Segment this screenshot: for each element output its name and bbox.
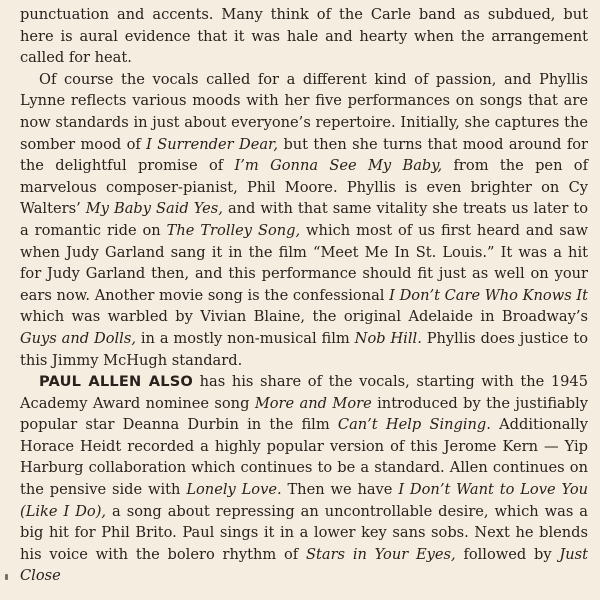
body-text: a song about repressing an uncontrollable desire, which was a big hit for Phil Brito. Paul sings it in a lower key sans sobs. Next he blends his voice with the bolero rhythm of	[20, 502, 588, 563]
song-title: More and More	[254, 394, 372, 412]
body-text: introduced by the justifiably popular star Deanna Durbin in the film	[20, 394, 589, 434]
song-title: Lonely Love.	[186, 481, 282, 499]
body-text: Of course the vocals called for a different kind of passion, and Phyllis Lynne reflects various moods with her five performances on songs that are now standards in just about everyone’s repertoire. Initially, she captures the somber mood of	[20, 70, 588, 153]
song-title: Nob Hill.	[354, 329, 422, 347]
paragraph-phyllis-lynne-vocals	[20, 69, 588, 371]
song-title: I Don’t Care Who Knows It	[389, 286, 588, 304]
body-text: punctuation and accents. Many think of the Carle band as subdued, but here is aural evidence that it was hale and hearty when the arrangement called for heat.	[20, 6, 588, 67]
paragraph-paul-allen-vocals	[20, 371, 588, 587]
body-text: Additionally Horace Heidt recorded a highly popular version of this Jerome Kern — Yip Harburg collaboration which continues to be a standard. Allen continues on the pensive side with	[20, 416, 589, 499]
song-title: Just Close	[20, 545, 588, 585]
song-title: Stars in Your Eyes,	[306, 545, 456, 563]
song-title: I’m Gonna See My Baby,	[234, 157, 443, 175]
body-text: has his share of the vocals, starting with the 1945 Academy Award nominee song	[20, 373, 588, 412]
body-text: followed by	[455, 545, 560, 563]
body-text: Phyllis does justice to this Jimmy McHugh standard.	[20, 329, 589, 369]
paragraph-lead-in: PAUL ALLEN ALSO	[39, 373, 194, 391]
song-title: My Baby Said Yes,	[85, 200, 223, 218]
body-text: from the pen of marvelous composer-pianist, Phil Moore. Phyllis is even brighter on Cy Walters’	[20, 157, 588, 218]
paragraph-intro-continuation	[20, 4, 588, 69]
page-edge-mark	[5, 574, 8, 580]
song-title: The Trolley Song,	[166, 221, 301, 239]
body-text: but then she turns that mood around for the delightful promise of	[20, 135, 588, 175]
song-title: I Surrender Dear,	[146, 135, 279, 153]
body-text: in a mostly non-musical film	[135, 329, 355, 347]
body-text: which was warbled by Vivian Blaine, the original Adelaide in Broadway’s	[20, 308, 588, 326]
body-text: which most of us first heard and saw when Judy Garland sang it in the film “Meet Me In St. Louis.” It was a hit for Judy Garland then, and this performance should fit just as well on your ears now. Another movie song is the confessional	[20, 221, 588, 304]
song-title: I Don’t Want to Love You (Like I Do),	[20, 481, 589, 520]
song-title: Guys and Dolls,	[20, 329, 136, 347]
body-text: Then we have	[281, 481, 399, 499]
body-text: and with that same vitality she treats us later to a romantic ride on	[20, 200, 588, 239]
song-title: Can’t Help Singing.	[337, 416, 491, 434]
